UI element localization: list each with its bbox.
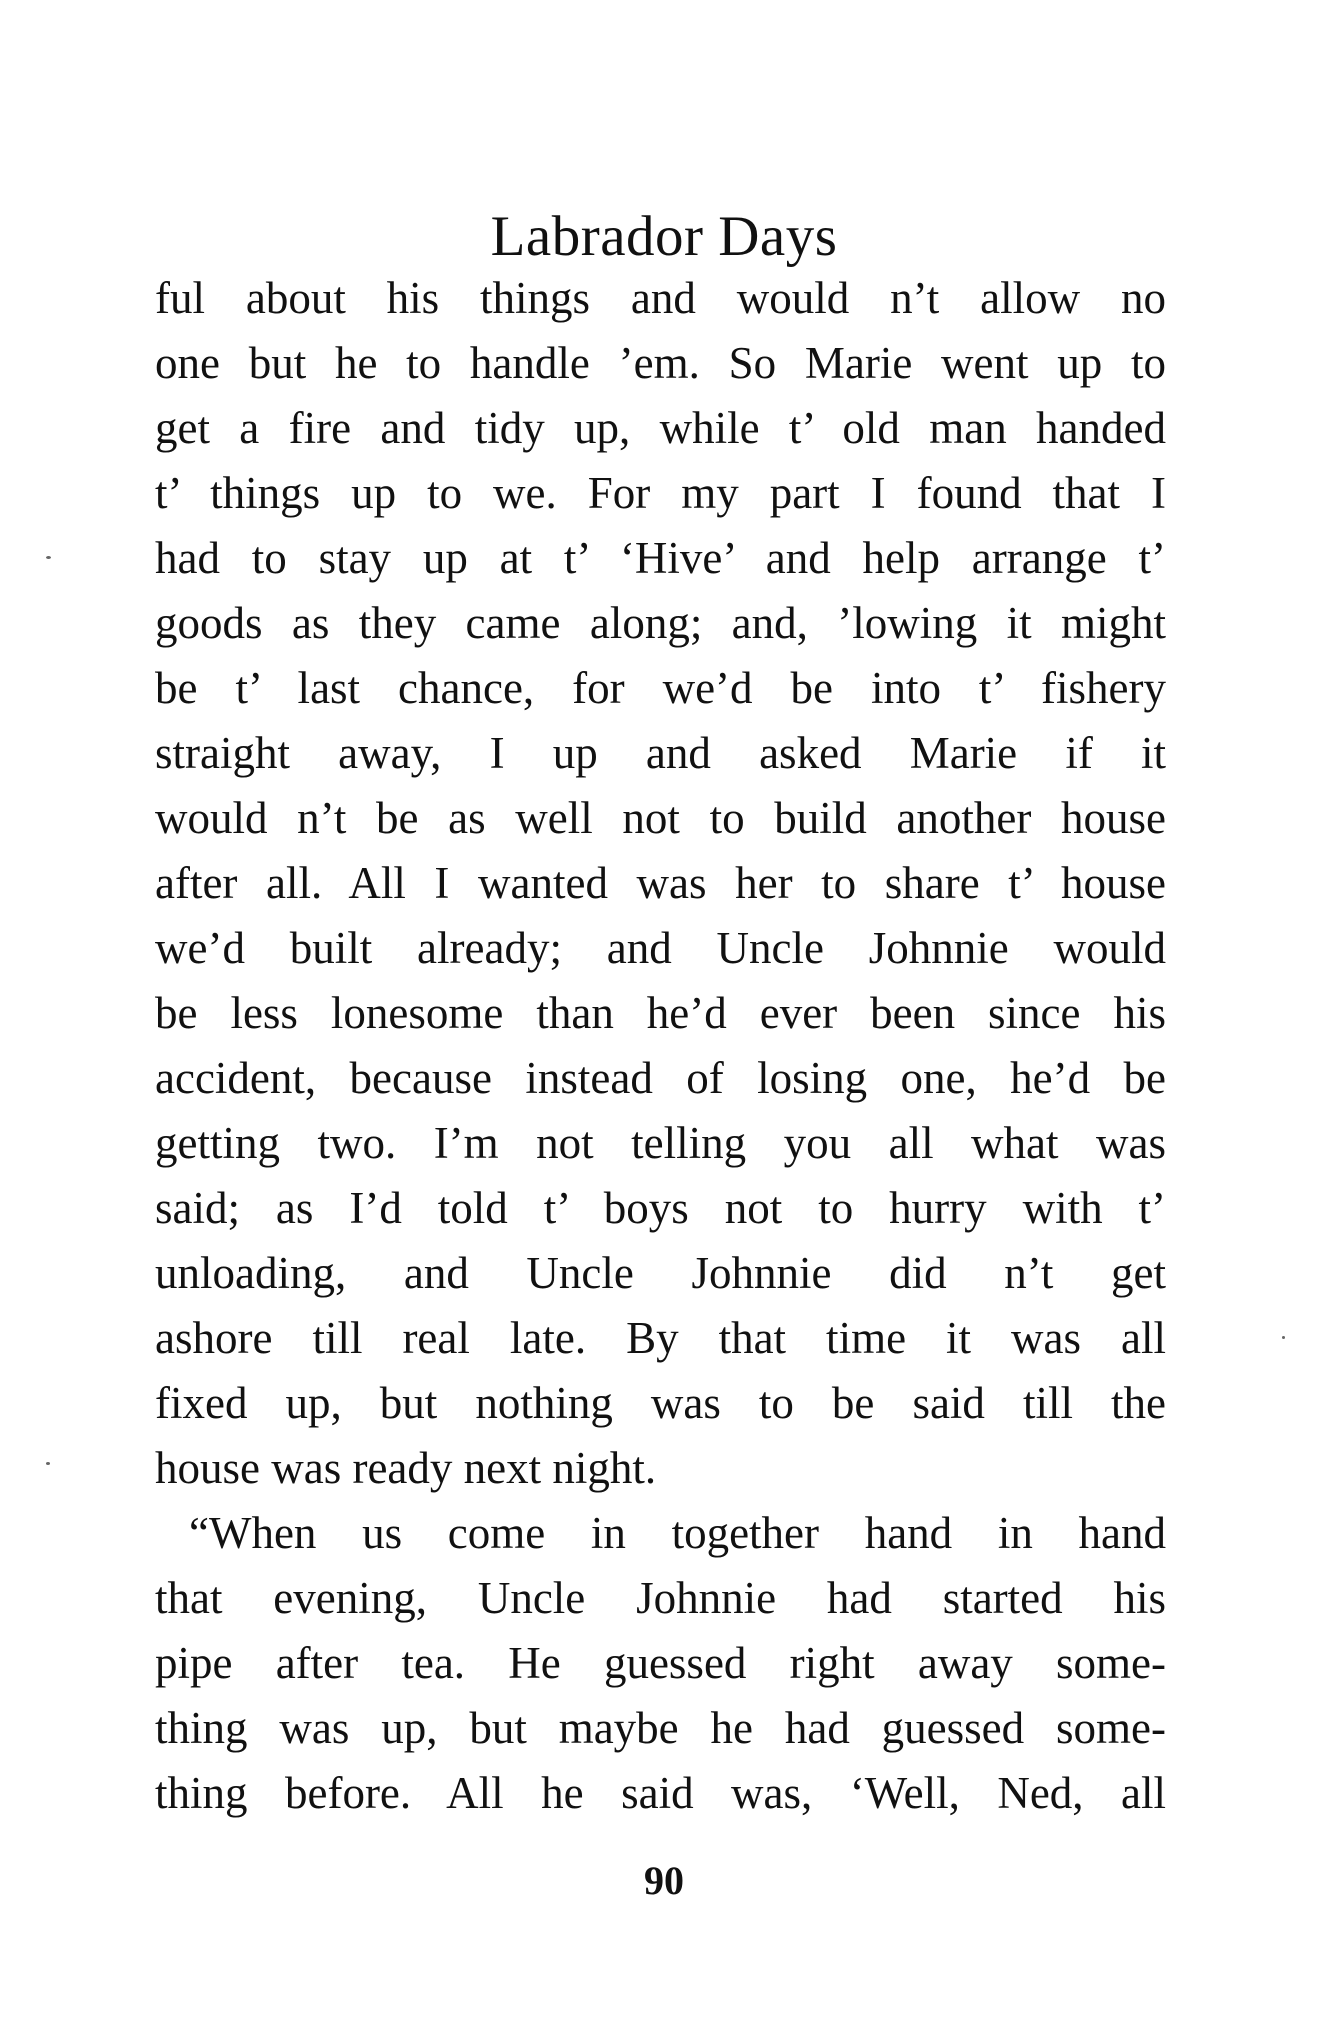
- text-line: house was ready next night.: [155, 1443, 657, 1493]
- text-line: “When us come in together hand in hand: [189, 1508, 1166, 1558]
- text-line: thing was up, but maybe he had guessed some-: [155, 1703, 1166, 1753]
- scan-speck: [46, 1462, 50, 1465]
- text-line: after all. All I wanted was her to share t’ house: [155, 858, 1166, 908]
- text-line: we’d built already; and Uncle Johnnie would: [155, 923, 1166, 973]
- scan-speck: [1282, 1336, 1285, 1339]
- text-line: ful about his things and would n’t allow no: [155, 273, 1166, 323]
- text-line: be t’ last chance, for we’d be into t’ fishery: [155, 663, 1166, 713]
- text-line: t’ things up to we. For my part I found that I: [155, 468, 1166, 518]
- text-line: unloading, and Uncle Johnnie did n’t get: [155, 1248, 1166, 1298]
- text-line: had to stay up at t’ ‘Hive’ and help arrange t’: [155, 533, 1166, 583]
- text-line: getting two. I’m not telling you all what was: [155, 1118, 1166, 1168]
- body-text: [155, 266, 1166, 1826]
- running-head: Labrador Days: [490, 205, 838, 268]
- scan-speck: [46, 556, 51, 559]
- text-line: goods as they came along; and, ’lowing it might: [155, 598, 1166, 648]
- text-line: be less lonesome than he’d ever been since his: [155, 988, 1166, 1038]
- text-line: one but he to handle ’em. So Marie went up to: [155, 338, 1166, 388]
- page-number: 90: [644, 1858, 684, 1903]
- text-line: ashore till real late. By that time it was all: [155, 1313, 1166, 1363]
- text-line: said; as I’d told t’ boys not to hurry with t’: [155, 1183, 1166, 1233]
- text-line: would n’t be as well not to build another house: [155, 793, 1166, 843]
- text-line: straight away, I up and asked Marie if it: [155, 728, 1166, 778]
- text-line: that evening, Uncle Johnnie had started his: [155, 1573, 1166, 1623]
- text-line: get a fire and tidy up, while t’ old man handed: [155, 403, 1166, 453]
- text-line: fixed up, but nothing was to be said till the: [155, 1378, 1166, 1428]
- text-line: accident, because instead of losing one, he’d be: [155, 1053, 1166, 1103]
- text-line: thing before. All he said was, ‘Well, Ned, all: [155, 1768, 1166, 1818]
- text-line: pipe after tea. He guessed right away some-: [155, 1638, 1166, 1688]
